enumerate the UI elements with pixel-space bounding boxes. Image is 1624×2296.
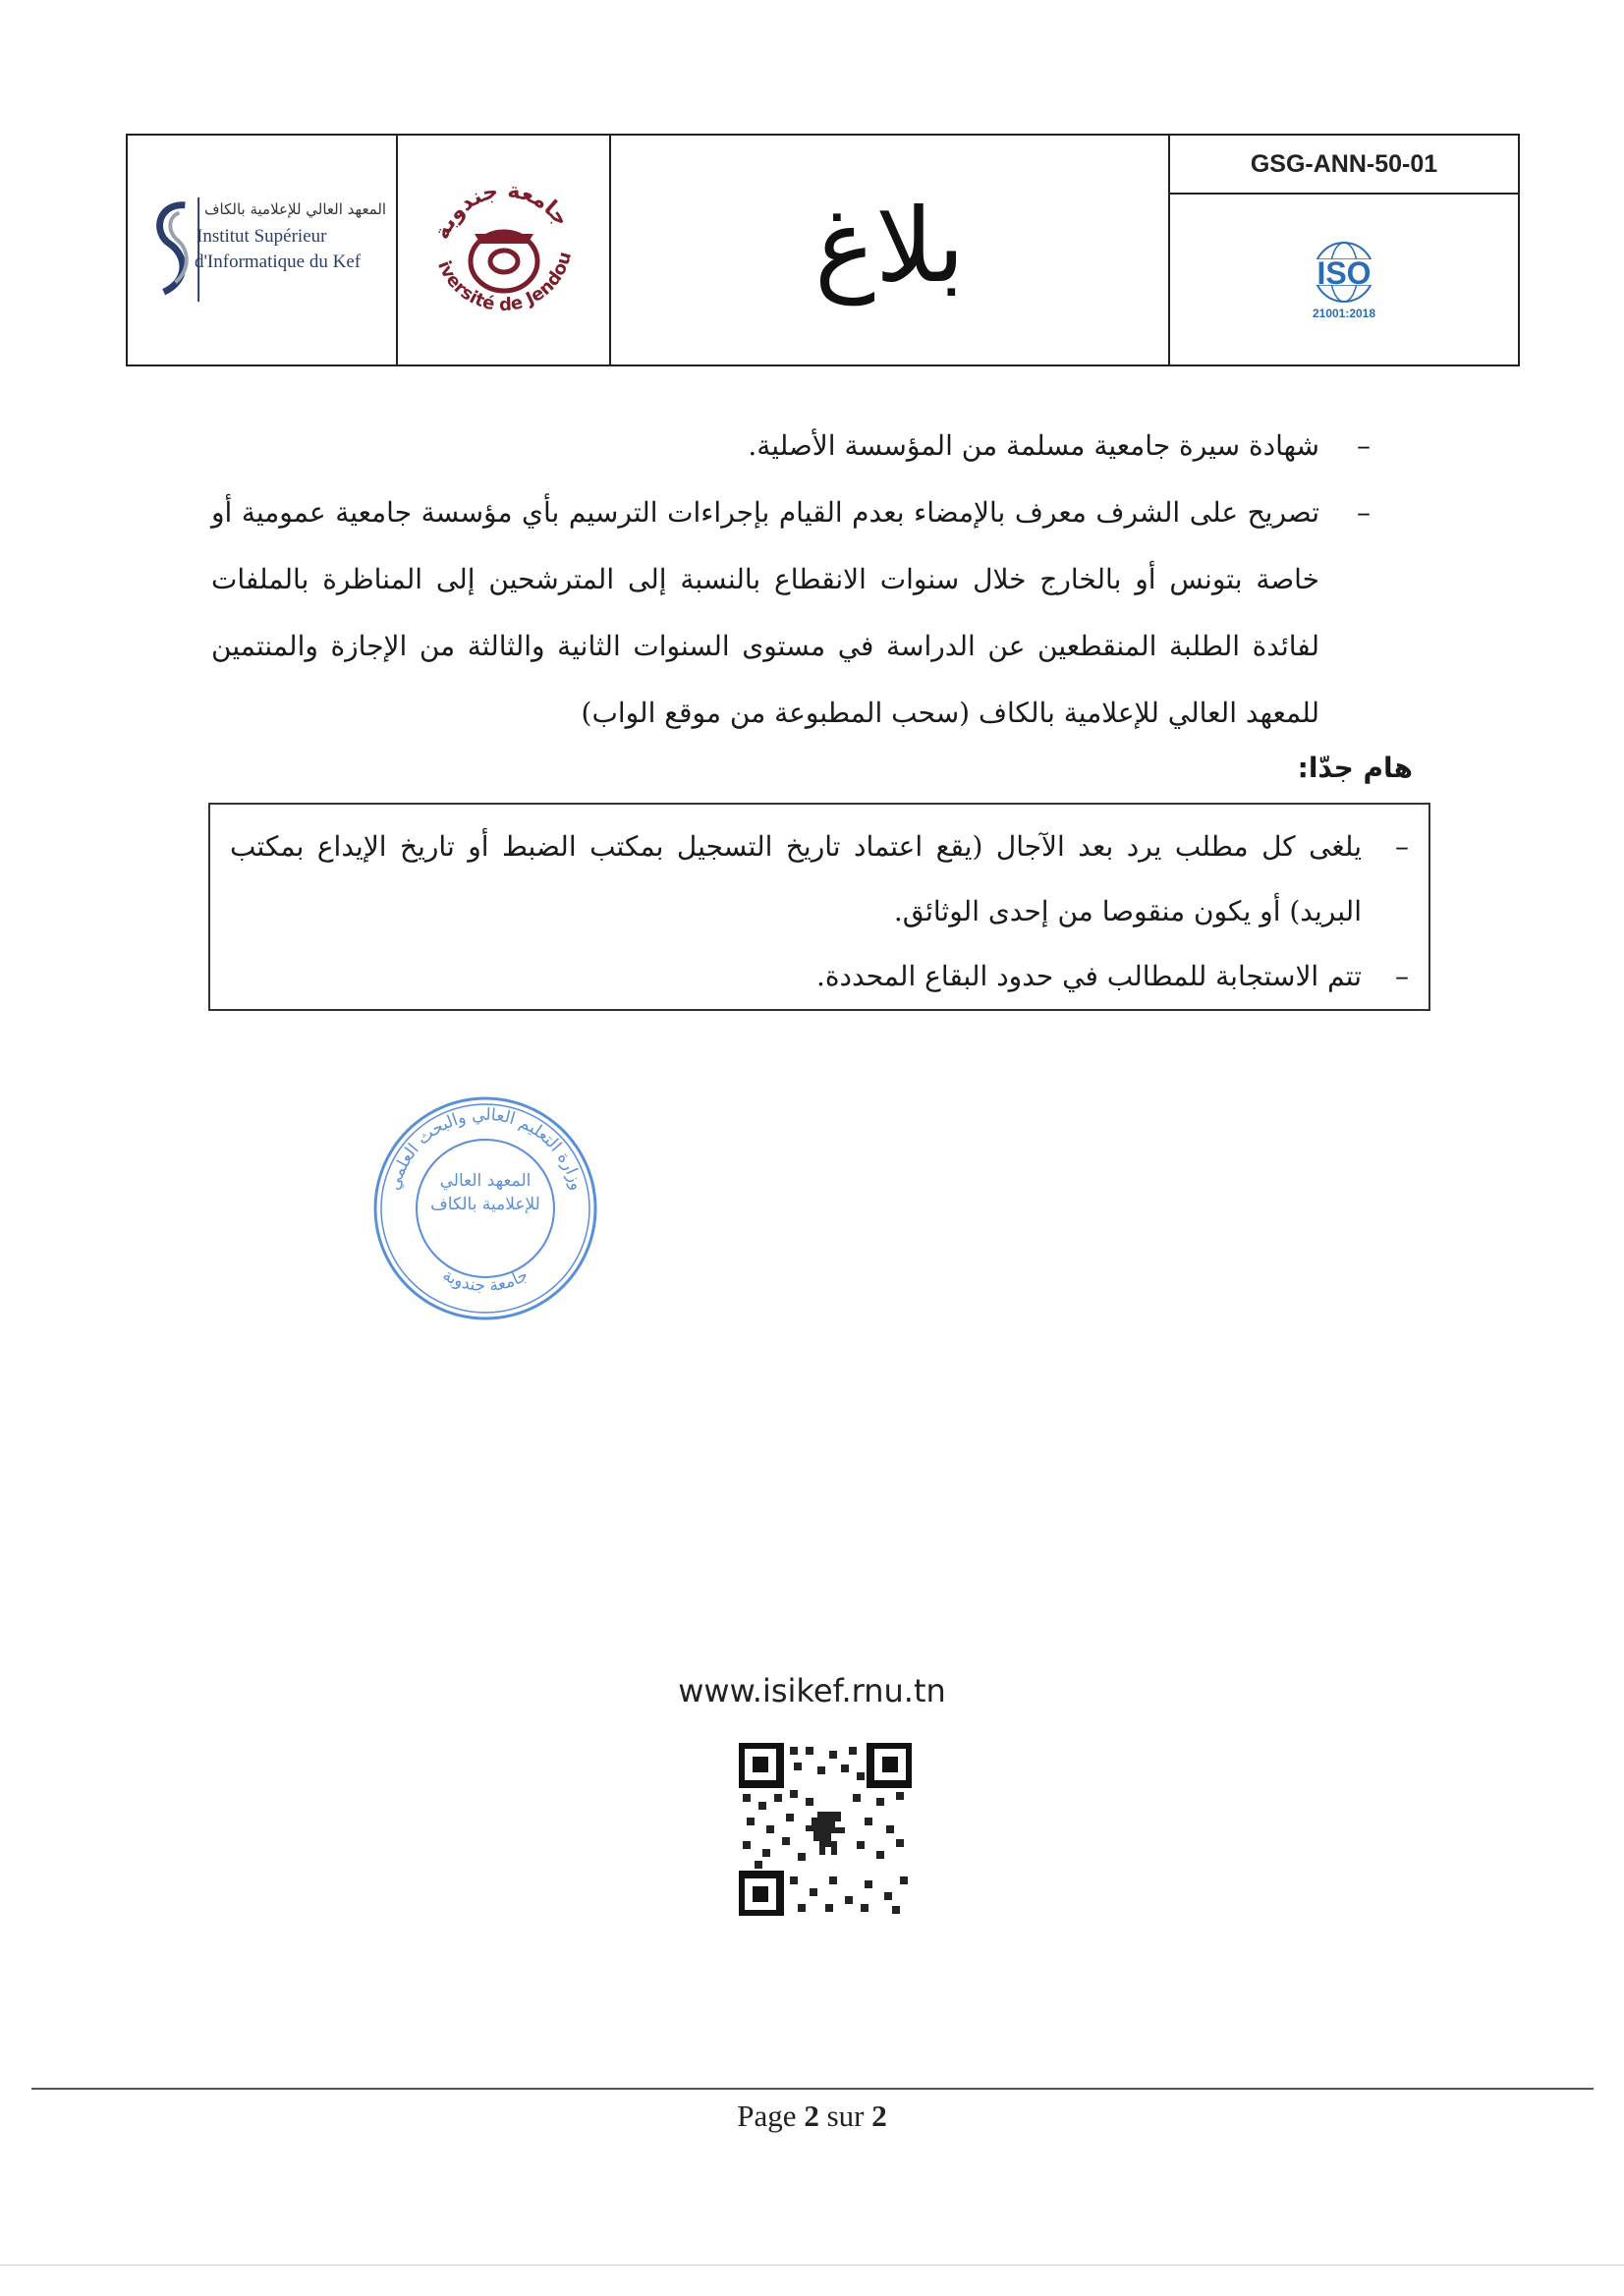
university-logo-cell — [398, 136, 611, 364]
item-text: تتم الاستجابة للمطالب في حدود البقاع المحددة. — [815, 960, 1362, 992]
reference-cell — [1170, 136, 1518, 364]
iso-globe-icon — [1290, 240, 1398, 305]
svg-text:Université de Jendouba: iversité de Jendou — [433, 250, 577, 316]
title-cell — [611, 136, 1170, 364]
important-heading: هام جدّا: — [1297, 752, 1413, 784]
stamp-center-text: المعهد العالي للإعلامية بالكاف — [430, 1171, 540, 1214]
item-text: تصريح على الشرف معرف بالإمضاء بعدم القيام بإجراءات الترسيم بأي مؤسسة جامعية عمومية أو خاصة بتونس أو بالخارج خلال سنوات الانقطاع بالنسبة إلى المترشحين إلى المناظرة بالملفات لفائدة الطلبة المنقطعين عن الدراسة في مستوى السنوات الثانية والثالثة من الإجازة والمنتمين للمعهد العالي للإعلامية بالكاف (سحب المطبوعة من موقع الواب) — [211, 496, 1319, 729]
official-stamp-icon — [367, 1091, 603, 1326]
document-reference: GSG-ANN-50-01 — [1170, 136, 1518, 195]
svg-text:ISO: ISO — [1316, 254, 1372, 291]
iso-badge — [1170, 195, 1518, 364]
scan-edge-line — [0, 2265, 1624, 2266]
item-text: يلغى كل مطلب يرد بعد الآجال (يقع اعتماد تاريخ التسجيل بمكتب الضبط أو تاريخ الإيداع بمكتب البريد) أو يكون منقوصا من إحدى الوثائق. — [230, 830, 1362, 927]
institute-logo-cell — [128, 136, 398, 364]
svg-text:جامعة جندوبة: جامعة جندوبة — [429, 178, 574, 244]
list-item: – تتم الاستجابة للمطالب في حدود البقاع المحددة. — [815, 960, 1409, 992]
list-item: – تصريح على الشرف معرف بالإمضاء بعدم القيام بإجراءات الترسيم بأي مؤسسة جامعية عمومية أو خاصة بتونس أو بالخارج خلال سنوات الانقطاع بالنسبة إلى المترشحين إلى المناظرة بالملفات لفائدة الطلبة المنقطعين عن الدراسة في مستوى السنوات الثانية والثالثة من الإجازة والمنتمين للمعهد العالي للإعلامية بالكاف (سحب المطبوعة من موقع الواب) — [211, 496, 1371, 729]
institute-name-fr-line1: Institut Supérieur — [196, 226, 327, 247]
isikef-logo-icon — [128, 136, 396, 364]
page-number: Page 2 sur 2 — [737, 2099, 887, 2133]
footer-divider — [31, 2088, 1594, 2090]
institute-name-fr-line2: d'Informatique du Kef — [195, 252, 362, 272]
item-text: شهادة سيرة جامعية مسلمة من المؤسسة الأصلية. — [748, 429, 1319, 462]
list-item: – شهادة سيرة جامعية مسلمة من المؤسسة الأصلية. — [748, 429, 1371, 462]
body-content — [211, 413, 1371, 747]
list-item: – يلغى كل مطلب يرد بعد الآجال (يقع اعتماد تاريخ التسجيل بمكتب الضبط أو تاريخ الإيداع بمكتب البريد) أو يكون منقوصا من إحدى الوثائق. — [230, 830, 1409, 927]
svg-text:وزارة التعليم العالي والبحث ال: وزارة التعليم العالي والبحث العلمي — [384, 1104, 587, 1193]
institute-name-ar: المعهد العالي للإعلامية بالكاف — [204, 200, 387, 218]
website-link[interactable]: www.isikef.rnu.tn — [678, 1672, 946, 1709]
document-title: بلاغ — [813, 185, 966, 306]
svg-text:جامعة جندوبة: جامعة جندوبة — [438, 1264, 532, 1297]
header-table — [126, 134, 1520, 366]
iso-standard: 21001:2018 — [1312, 306, 1376, 320]
important-box — [208, 803, 1430, 1011]
university-seal-icon — [398, 136, 611, 368]
qr-code-icon — [739, 1743, 912, 1916]
